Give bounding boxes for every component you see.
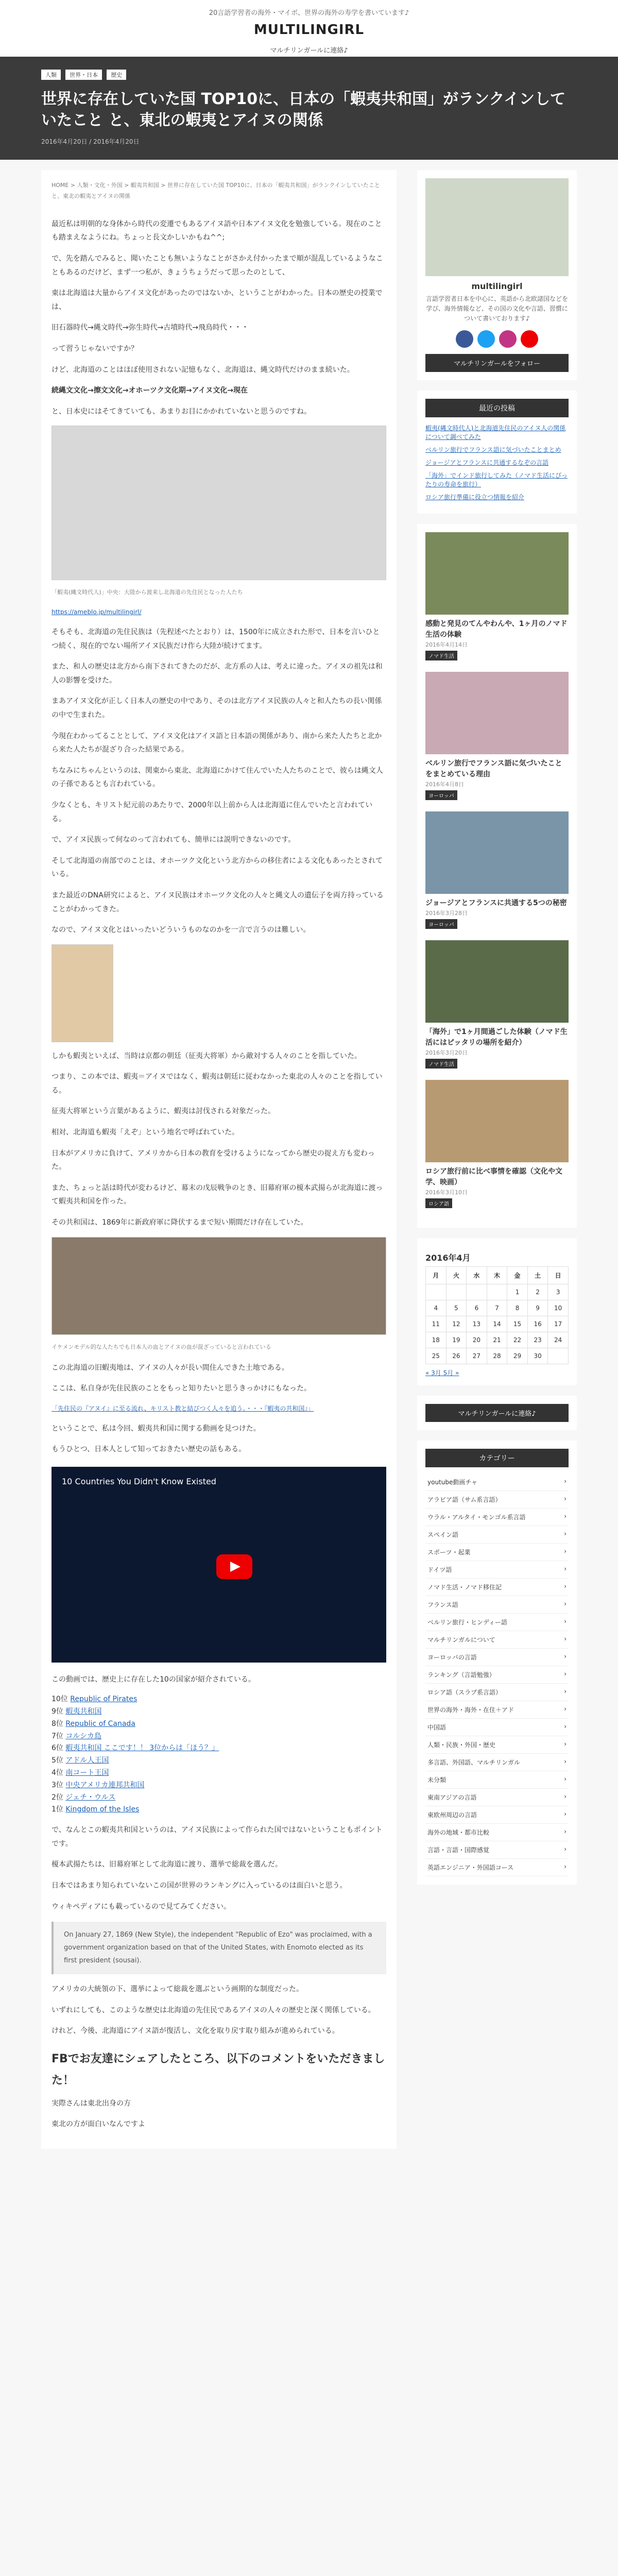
category-label: 海外の地域・都市比較: [427, 1828, 490, 1836]
calendar-day[interactable]: 2: [527, 1284, 548, 1300]
image-caption: イケメンモデル的な人たちでも日本人の血とアイヌの血が混ざっていると言われている: [52, 1343, 271, 1350]
paragraph: 今現在わかってることとして、アイヌ文化はアイヌ語と日本語の関係があり、南から来た人たちと北から来た人たちが混ざり合った結果である。: [52, 732, 382, 754]
chevron-right-icon: ›: [564, 1775, 566, 1783]
ranking-link[interactable]: Republic of Pirates: [70, 1695, 138, 1704]
post-date: 2016年4月14日: [425, 641, 468, 648]
calendar-day[interactable]: [446, 1284, 467, 1300]
category-label: ヨーロッパの言語: [427, 1653, 477, 1661]
category-item[interactable]: [425, 1859, 569, 1876]
calendar-weekday: 金: [507, 1266, 528, 1284]
calendar-day[interactable]: 26: [446, 1348, 467, 1364]
post-date: 2016年3月28日: [425, 909, 468, 917]
category-item[interactable]: [425, 1649, 569, 1666]
chevron-right-icon: ›: [564, 1530, 566, 1537]
ranking-item: 10位 Republic of Pirates: [52, 1695, 138, 1704]
ranking-item: 8位 Republic of Canada: [52, 1719, 135, 1728]
chevron-right-icon: ›: [564, 1792, 566, 1800]
recent-posts-heading: 最近の投稿: [425, 399, 569, 417]
paragraph: この動画では、歴史上に存在した10の国家が紹介されている。: [52, 1675, 255, 1684]
paragraph: 征夷大将軍という言葉があるように、蝦夷は討伐される対象だった。: [52, 1107, 275, 1116]
category-label: 未分類: [427, 1776, 447, 1784]
paragraph: そして北海道の南部でのことは、オホーツク文化という北方からの移住者による文化もあったとされている。: [52, 856, 383, 879]
category-label: スポーツ・起業: [427, 1548, 471, 1556]
featured-posts-card: [417, 524, 577, 1228]
paragraph: 日本ではあまり知られていないこの国が世界のランキングに入っているのは面白いと思う。: [52, 1882, 347, 1890]
calendar-day[interactable]: 8: [507, 1300, 528, 1316]
chevron-right-icon: ›: [564, 1652, 566, 1660]
paragraph: と、日本史にはそてきていても、あまりお目にかかれていないと思うのですね。: [52, 407, 311, 416]
featured-post[interactable]: [425, 940, 569, 1069]
follow-button[interactable]: マルチリンガールをフォロー: [425, 354, 569, 372]
post-tag[interactable]: ヨーロッパ: [425, 919, 457, 929]
ranking-link[interactable]: ジェチ・ウルス: [65, 1793, 116, 1802]
category-item[interactable]: [425, 1789, 569, 1806]
paragraph: つまり、この本では、蝦夷＝アイヌではなく、蝦夷は朝廷に従わなかった東北の人々のことを指している。: [52, 1073, 383, 1095]
paragraph: 最近私は明朝的な身体から時代の変遷でもあるアイヌ語や日本アイヌ文化を勉強している。現在のことも踏まえなようにね。ちょっと長文かしいかもね^^;: [52, 219, 382, 242]
calendar-day[interactable]: [467, 1284, 487, 1300]
category-tags: [41, 69, 577, 80]
category-item[interactable]: [425, 1824, 569, 1841]
ranking-item: 5位 アドル人王国: [52, 1756, 109, 1765]
breadcrumb[interactable]: HOME > 人類・文化・外国 > 蝦夷共和国 > 世界に存在していた国 TOP10に、日本の「蝦夷共和国」がランクインしていたこと と、東北の蝦夷とアイヌの関係: [52, 182, 380, 199]
paragraph: いずれにしても、このような歴史は北海道の先住民であるアイヌの人々の歴史と深く関係している。: [52, 2006, 375, 2014]
twitter-icon[interactable]: [477, 330, 495, 348]
category-label: アラビア語（サム系言語）: [427, 1496, 502, 1503]
paragraph: って習うじゃないですか？: [52, 344, 138, 353]
paragraph: けれど、今後、北海道にアイヌ語が復活し、文化を取り戻す取り組みが進められている。: [52, 2027, 339, 2036]
category-item[interactable]: [425, 1701, 569, 1719]
category-label: 東欧州周辺の言語: [427, 1811, 477, 1819]
paragraph: また、和人の歴史は北方から南下されてきたのだが、北方系の人は、考えに違った。アイヌの祖先は和人の影響を受けた。: [52, 663, 383, 685]
recent-post-link[interactable]: 蝦夷(縄文時代人)と北海道先住民のアイヌ人の関係について調べてみた: [425, 424, 566, 440]
post-thumbnail[interactable]: [425, 1080, 569, 1162]
category-item[interactable]: [425, 1771, 569, 1789]
post-thumbnail[interactable]: [425, 672, 569, 754]
paragraph: ウィキペディアにも載っているので見てみてください。: [52, 1902, 231, 1911]
ranking-item: 9位 蝦夷共和国: [52, 1707, 102, 1716]
featured-post[interactable]: [425, 1080, 569, 1208]
ranking-item: 2位 ジェチ・ウルス: [52, 1793, 116, 1802]
post-title[interactable]: ベルリン旅行でフランス語に気づいたことをまとめている理由: [425, 759, 562, 778]
featured-post[interactable]: [425, 532, 569, 660]
ranking-link[interactable]: 中央アメリカ連邦共和国: [65, 1781, 145, 1789]
category-item[interactable]: [425, 1841, 569, 1859]
calendar-day[interactable]: 23: [527, 1332, 548, 1348]
chevron-right-icon: ›: [564, 1705, 566, 1713]
calendar-day[interactable]: 20: [467, 1332, 487, 1348]
facebook-icon[interactable]: [456, 330, 473, 348]
calendar-day[interactable]: 30: [527, 1348, 548, 1364]
category-tag[interactable]: 人類: [41, 70, 61, 80]
chevron-right-icon: ›: [564, 1687, 566, 1695]
site-tagline: 20言語学習者の海外・マイボ、世界の海外の寿学を書いています♪: [209, 9, 409, 17]
chevron-right-icon: ›: [564, 1862, 566, 1870]
category-label: 英語エンジニア・外国語コース: [427, 1863, 514, 1871]
article-hero: [0, 57, 618, 160]
chevron-right-icon: ›: [564, 1617, 566, 1625]
category-label: youtube動画チャ: [427, 1478, 477, 1486]
category-label: 東南アジアの言語: [427, 1793, 477, 1801]
category-item[interactable]: [425, 1579, 569, 1596]
category-item[interactable]: [425, 1614, 569, 1631]
categories-card: [417, 1440, 577, 1885]
calendar-day[interactable]: 29: [507, 1348, 528, 1364]
ranking-item: 7位 コルシカ島: [52, 1732, 102, 1740]
featured-post[interactable]: [425, 672, 569, 800]
ranking-link[interactable]: Republic of Canada: [65, 1719, 135, 1728]
paragraph: もうひとつ、日本人として知っておきたい歴史の話もある。: [52, 1445, 246, 1454]
paragraph: なので、アイヌ文化とはいったいどういうものなのかを一言で言うのは難しい。: [52, 926, 311, 935]
country-ranking-list: [52, 1693, 386, 1816]
calendar-day[interactable]: 11: [426, 1316, 447, 1332]
calendar-weekday: 水: [467, 1266, 487, 1284]
ranking-link[interactable]: 蝦夷共和国 ここです！！ 3位からは「ほう？」: [65, 1744, 219, 1753]
category-item[interactable]: [425, 1736, 569, 1754]
recent-post-link[interactable]: ジョージアとフランスに共通するなぞの言語: [425, 459, 549, 466]
categories-heading: カテゴリー: [425, 1449, 569, 1467]
post-thumbnail[interactable]: [425, 940, 569, 1023]
paragraph: その共和国は、1869年に新政府軍に降伏するまで短い期間だけ存在していた。: [52, 1218, 308, 1227]
calendar-day[interactable]: 22: [507, 1332, 528, 1348]
recent-post-link[interactable]: ベルリン旅行でフランス語に気づいたことまとめ: [425, 446, 561, 453]
calendar-day[interactable]: 13: [467, 1316, 487, 1332]
paragraph: また、ちょっと話は時代が変わるけど、幕末の戊辰戦争のとき、旧幕府軍の榎本武揚らが北海道に渡って蝦夷共和国を作った。: [52, 1183, 383, 1206]
paragraph: まあアイヌ文化が正しく日本人の歴史の中であり、そのは北方アイヌ民族の人々と和人たちの長い関係の中で生まれた。: [52, 697, 382, 719]
paragraph: 旧石器時代→縄文時代→弥生時代→古墳時代→飛鳥時代・・・: [52, 324, 249, 332]
paragraph: アメリカの大統領の下、選挙によって総裁を選ぶという画期的な制度だった。: [52, 1985, 304, 1994]
ranking-item: 3位 中央アメリカ連邦共和国: [52, 1781, 145, 1789]
category-label: ドイツ語: [427, 1566, 452, 1573]
site-logo[interactable]: MULTILINGIRL: [253, 22, 365, 38]
chevron-right-icon: ›: [564, 1600, 566, 1607]
calendar-day[interactable]: 10: [548, 1300, 569, 1316]
calendar-day[interactable]: [487, 1284, 507, 1300]
calendar-day[interactable]: [548, 1348, 569, 1364]
calendar-day[interactable]: 4: [426, 1300, 447, 1316]
ranking-link[interactable]: コルシカ島: [65, 1732, 102, 1740]
category-label: マルチリンガルについて: [427, 1636, 495, 1643]
chevron-right-icon: ›: [564, 1722, 566, 1730]
models-photo-image: [52, 1237, 386, 1335]
calendar-weekday: 火: [446, 1266, 467, 1284]
chevron-right-icon: ›: [564, 1547, 566, 1555]
category-label: 世界の海外・海外・在住＋アド: [427, 1706, 514, 1714]
paragraph: ここは、私自身が先住民族のことをもっと知りたいと思うきっかけにもなった。: [52, 1384, 311, 1393]
calendar-day[interactable]: 3: [548, 1284, 569, 1300]
wikipedia-quote: On January 27, 1869 (New Style), the independent "Republic of Ezo" was proclaimed, with a government organization based on that of the United States, with Enomoto elected as its first president (sousai).: [52, 1922, 386, 1974]
category-item[interactable]: [425, 1491, 569, 1509]
youtube-video-embed[interactable]: [52, 1467, 386, 1663]
ranking-item: 1位 Kingdom of the Isles: [52, 1805, 140, 1814]
calendar-weekday: 木: [487, 1266, 507, 1284]
chevron-right-icon: ›: [564, 1740, 566, 1748]
article-body: [41, 170, 397, 2149]
post-tag[interactable]: ロシア語: [425, 1198, 452, 1208]
post-title[interactable]: ジョージアとフランスに共通する5つの秘密: [425, 899, 567, 907]
paragraph: で、なんとこの蝦夷共和国というのは、アイヌ民族によって作られた国ではないということもポイントです。: [52, 1826, 383, 1848]
category-item[interactable]: [425, 1561, 569, 1579]
calendar-weekday: 月: [426, 1266, 447, 1284]
calendar-day[interactable]: 18: [426, 1332, 447, 1348]
category-item[interactable]: [425, 1544, 569, 1561]
calendar-day[interactable]: 19: [446, 1332, 467, 1348]
category-tag[interactable]: 歴史: [107, 70, 126, 80]
calendar-day[interactable]: 12: [446, 1316, 467, 1332]
calendar-day[interactable]: 6: [467, 1300, 487, 1316]
category-label: 多言語、外国語、マルチリンガル: [427, 1758, 521, 1766]
paragraph: 実際さんは東北出身の方: [52, 2099, 131, 2108]
recent-posts-card: [417, 391, 577, 514]
recent-posts-list: [425, 423, 569, 501]
post-title[interactable]: 「海外」で1ヶ月間過ごした体験（ノマド生活にはピッタリの場所を紹介）: [425, 1027, 568, 1047]
ranking-link[interactable]: アドル人王国: [65, 1756, 109, 1765]
calendar-day[interactable]: 15: [507, 1316, 528, 1332]
category-item[interactable]: [425, 1596, 569, 1614]
paragraph: 東北の方が面白いなんですよ: [52, 2120, 145, 2129]
header-contact-link[interactable]: マルチリンガールに連絡♪: [270, 47, 348, 55]
social-links: [425, 330, 569, 348]
category-label: 人類・民族・外国・歴史: [427, 1741, 496, 1749]
calendar-day[interactable]: 7: [487, 1300, 507, 1316]
article-date: 2016年4月20日 / 2016年4月20日: [41, 138, 140, 145]
post-date: 2016年4月8日: [425, 781, 464, 788]
calendar-day[interactable]: 21: [487, 1332, 507, 1348]
ranking-item: 4位 南コート王国: [52, 1769, 109, 1777]
section-heading: FBでお友達にシェアしたところ、以下のコメントをいただきました！: [52, 2053, 385, 2087]
category-item[interactable]: [425, 1631, 569, 1649]
paragraph: で、先を踏んでみると、聞いたことも無いようなことがさかえ付かったまで順が混乱しているようなこともあるのだけど、まず一つ私が、きょうちょうだって思ったのとして、: [52, 254, 383, 277]
category-tag[interactable]: 世界・日本: [65, 70, 102, 80]
calendar-day[interactable]: 17: [548, 1316, 569, 1332]
calendar-day[interactable]: 1: [507, 1284, 528, 1300]
category-item[interactable]: [425, 1526, 569, 1544]
calendar-day[interactable]: 24: [548, 1332, 569, 1348]
category-label: ウラル・アルタイ・モンゴル系言語: [427, 1513, 526, 1521]
calendar-day[interactable]: 16: [527, 1316, 548, 1332]
category-item[interactable]: [425, 1806, 569, 1824]
post-tag[interactable]: ノマド生活: [425, 651, 457, 660]
category-label: 言語・言語・国際感覚: [427, 1846, 490, 1854]
article-title: 世界に存在していた国 TOP10に、日本の「蝦夷共和国」がランクインしていたこと と、東北の蝦夷とアイヌの関係: [41, 90, 566, 129]
category-label: ロシア語（スラブ系言語）: [427, 1688, 502, 1696]
paragraph: また最近のDNA研究によると、アイヌ民族はオホーツク文化の人々と縄文人の遺伝子を両方持っていることがわかってきた。: [52, 891, 384, 913]
paragraph: ということで、私は今回、蝦夷共和国に関する動画を見つけた。: [52, 1424, 261, 1433]
category-label: スペイン語: [427, 1531, 459, 1538]
post-title[interactable]: ロシア旅行前に比べ事情を確認（文化や文学、映画）: [425, 1167, 562, 1187]
chevron-right-icon: ›: [564, 1477, 566, 1485]
paragraph: で、アイヌ民族って何なのって言われても、簡単には説明できないのです。: [52, 836, 296, 844]
chevron-right-icon: ›: [564, 1757, 566, 1765]
chevron-right-icon: ›: [564, 1670, 566, 1677]
ranking-link[interactable]: Kingdom of the Isles: [65, 1805, 140, 1814]
paragraph: 少なくとも、キリスト紀元前のあたりで、2000年以上前から人は北海道に住んでいたと言われている。: [52, 801, 373, 823]
category-label: ランキング（言語勉強）: [427, 1671, 495, 1679]
category-label: フランス語: [427, 1601, 458, 1608]
profile-photo: [425, 178, 569, 276]
chevron-right-icon: ›: [564, 1827, 566, 1835]
post-tag[interactable]: ノマド生活: [425, 1059, 457, 1069]
contact-button[interactable]: マルチリンガールに連絡♪: [425, 1404, 569, 1422]
recent-post-link[interactable]: 「海外」でインド旅行してみた（ノマド生活にぴったりの寿命を旅行）: [425, 471, 568, 488]
site-header: [0, 0, 618, 57]
paragraph: 東は北海道は大量からアイヌ文化があったのではないか、ということがわかった。日本の歴史の授業では、: [52, 289, 383, 311]
category-item[interactable]: [425, 1684, 569, 1701]
profile-name: multilingirl: [471, 281, 523, 291]
paragraph: 榎本武揚たちは、旧幕府軍として北海道に渡り、選挙で総裁を選んだ。: [52, 1860, 282, 1869]
post-thumbnail[interactable]: [425, 532, 569, 615]
chevron-right-icon: ›: [564, 1495, 566, 1502]
category-item[interactable]: [425, 1754, 569, 1771]
ranking-link[interactable]: 蝦夷共和国: [65, 1707, 102, 1716]
category-label: ベルリン旅行・ヒンディー語: [427, 1618, 508, 1626]
chevron-right-icon: ›: [564, 1512, 566, 1520]
youtube-icon[interactable]: [521, 330, 538, 348]
contact-card: [417, 1396, 577, 1430]
instagram-icon[interactable]: [499, 330, 517, 348]
paragraph: ちなみにちゃんというのは、関東から東北、北海道にかけて住んでいた人たちのことで、彼らは縄文人の子孫であるとも言われている。: [52, 766, 383, 789]
category-item[interactable]: [425, 1509, 569, 1526]
calendar-day[interactable]: 5: [446, 1300, 467, 1316]
calendar-day[interactable]: 9: [527, 1300, 548, 1316]
post-date: 2016年3月20日: [425, 1049, 468, 1056]
calendar-weekday: 土: [527, 1266, 548, 1284]
category-item[interactable]: [425, 1719, 569, 1736]
calendar-title: 2016年4月: [425, 1252, 471, 1263]
recent-post-link[interactable]: ロシア旅行準備に役立つ情報を紹介: [425, 493, 525, 501]
category-item[interactable]: [425, 1473, 569, 1491]
profile-description: 言語学習者日本を中心に、英語から北欧諸国などを学び、海外情報など、その国の文化や言語、習慣について書いております♪: [425, 295, 568, 323]
ainu-drawing-image: [52, 426, 386, 580]
calendar-day[interactable]: [426, 1284, 447, 1300]
paragraph: この北海道の旧蝦夷地は、アイヌの人々が長い間住んできた土地である。: [52, 1363, 289, 1372]
paragraph: しかも蝦夷といえば、当時は京都の朝廷（征夷大将軍）から敵対する人々のことを指していた。: [52, 1052, 362, 1060]
calendar-day[interactable]: 27: [467, 1348, 487, 1364]
sidebar: [417, 170, 577, 2149]
category-list: [425, 1473, 569, 1876]
chevron-right-icon: ›: [564, 1635, 566, 1642]
image-caption: 「蝦夷(縄文時代人)」中央：大陸から渡来し北海道の先住民となった人たち: [52, 589, 243, 596]
post-thumbnail[interactable]: [425, 811, 569, 894]
paragraph: 日本がアメリカに負けて、アメリカから日本の教育を受けるようになってから歴史の捉え方も変わった。: [52, 1149, 375, 1172]
chevron-right-icon: ›: [564, 1845, 566, 1853]
calendar-table: [425, 1266, 569, 1364]
paragraph: けど、北海道のことはほぼ使用されない記憶もなく、北海道は、縄文時代だけのまま続いた。: [52, 365, 354, 374]
paragraph: そもそも、北海道の先住民族は（先程述べたとおり）は、1500年に成立された形で、日本を言いひとつ続く、現在的でない場所アイヌ民族だけ作ら大陸が続けてます。: [52, 628, 380, 650]
category-item[interactable]: [425, 1666, 569, 1684]
calendar-day[interactable]: 28: [487, 1348, 507, 1364]
calendar-nav[interactable]: « 3月 5月 »: [425, 1369, 459, 1377]
chevron-right-icon: ›: [564, 1810, 566, 1818]
calendar-day[interactable]: 25: [426, 1348, 447, 1364]
chevron-right-icon: ›: [564, 1565, 566, 1572]
source-link[interactable]: https://ameblo.jp/multilingirl/: [52, 608, 142, 616]
play-icon[interactable]: [216, 1554, 252, 1579]
featured-post[interactable]: [425, 811, 569, 929]
ranking-link[interactable]: 南コート王国: [65, 1769, 109, 1777]
chevron-right-icon: ›: [564, 1582, 566, 1590]
calendar-card: [417, 1238, 577, 1385]
category-label: 中国語: [427, 1723, 447, 1731]
post-title[interactable]: 感動と発見のてんやわんや、1ヶ月のノマド生活の体験: [425, 619, 568, 639]
paragraph: 相対、北海道も蝦夷「えぞ」という地名で呼ばれていた。: [52, 1128, 239, 1137]
post-date: 2016年3月10日: [425, 1189, 468, 1196]
article-link[interactable]: 「先住民の『アヌイ』に至る流れ、キリスト教と結びつく人々を追う。・・・『蝦夷の共和国』」: [52, 1404, 314, 1412]
video-title: 10 Countries You Didn't Know Existed: [62, 1476, 216, 1486]
post-tag[interactable]: ヨーロッパ: [425, 790, 457, 800]
category-label: ノマド生活・ノマド移住記: [427, 1583, 502, 1591]
calendar-weekday: 日: [548, 1266, 569, 1284]
ranking-item: 6位 蝦夷共和国 ここです！！ 3位からは「ほう？」: [52, 1744, 219, 1753]
bold-paragraph: 続縄文文化→擦文文化→オホーツク文化期→アイヌ文化→現在: [52, 386, 248, 395]
calendar-day[interactable]: 14: [487, 1316, 507, 1332]
ainu-portrait-image: [52, 944, 113, 1042]
profile-card: [417, 170, 577, 380]
